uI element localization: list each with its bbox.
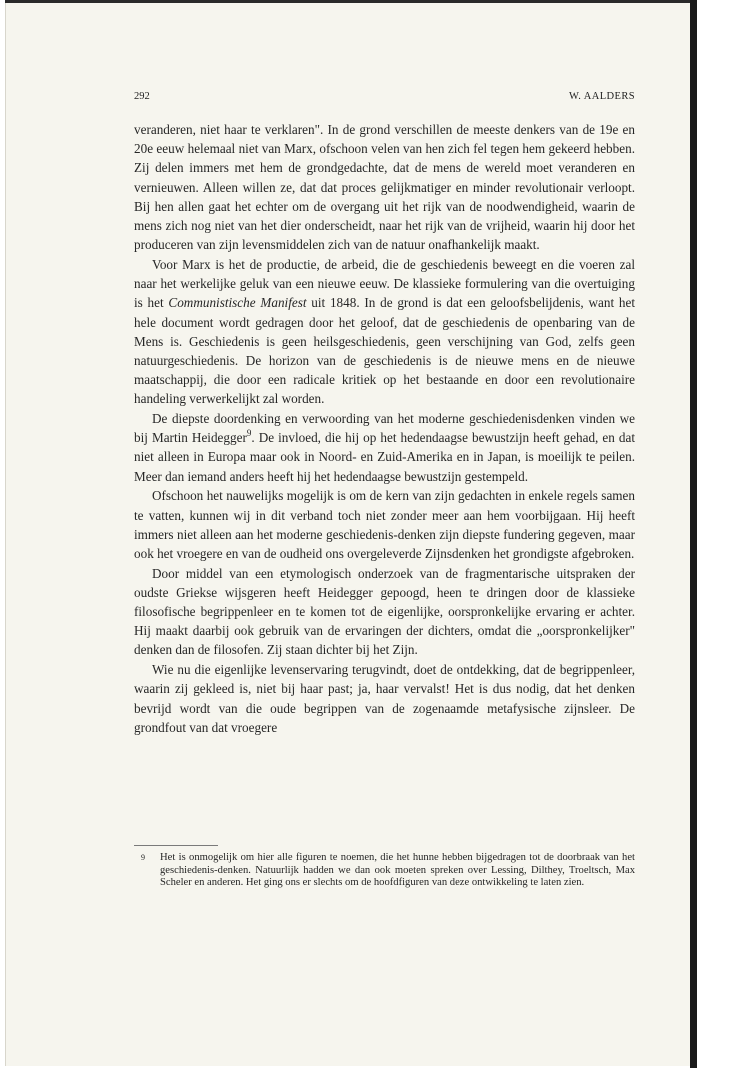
page-number: 292 xyxy=(134,91,150,102)
running-head-author: W. AALDERS xyxy=(568,91,635,102)
footnote-text: Het is onmogelijk om hier alle figuren te noemen, die het hunne hebben bijgedragen tot de doorbraak van het geschiedenis-denken. Natuurlijk hadden we dan ook moeten spreken over Lessing, Dilthey, Troeltsch, Max Scheler en anderen. Het ging ons er slechts om de hoofdfiguren van deze ontwikkeling te laten zien. xyxy=(160,852,635,889)
footnote-number: 9 xyxy=(141,853,145,862)
paragraph-4: Ofschoon het nauwelijks mogelijk is om de kern van zijn gedachten in enkele regels samen te vatten, kunnen wij in dit verband toch niet zonder meer aan hem voorbijgaan. Hij heeft immers niet alleen aan het moderne geschiedenis-denken zijn diepste fundering gegeven, maar ook het vroegere en van de oudheid ons overgeleverde Zijnsdenken het grondigste afgebroken. xyxy=(134,488,635,561)
paragraph-5: Door middel van een etymologisch onderzoek van de fragmentarische uitspraken der oudste Griekse wijsgeren heeft Heidegger gepoogd, heen te dringen door de klassieke filosofische begrippenleer en te komen tot de eigenlijke, oorspronkelijke ervaring er achter. Hij maakt daarbij ook gebruik van de ervaringen der dichters, omdat die „oorspronkelijker" denken dan de filosofen. Zij staan dichter bij het Zijn. xyxy=(134,565,635,658)
page-header xyxy=(134,91,635,107)
paragraph-3-text-b: . De invloed, die hij op het hedendaagse bewustzijn heeft gehad, en dat niet alleen in Europa maar ook in Noord- en Zuid-Amerika en in Japan, is moeilijk te peilen. Meer dan iemand anders heeft hij het hedendaagse bewustzijn gestempeld. xyxy=(134,430,636,484)
footnote-9 xyxy=(134,852,635,890)
footnote-divider xyxy=(134,845,218,846)
paragraph-6: Wie nu die eigenlijke levenservaring terugvindt, doet de ontdekking, dat de begrippenleer, waarin zij gekleed is, niet bij haar past; ja, haar vervalst! Het is dus nodig, dat het denken bevrijd wordt van die oude begrippen van de zogenaamde metafysische zijnsleer. De grondfout van dat vroegere xyxy=(134,662,635,735)
paragraph-1: veranderen, niet haar te verklaren". In de grond verschillen de meeste denkers van de 19e en 20e eeuw helemaal niet van Marx, ofschoon velen van hen zich fel tegen hem gekeerd hebben. Zij delen immers met hem de grondgedachte, dat de mens de wereld moet veranderen en vernieuwen. Alleen willen ze, dat dat proces gelijkmatiger en minder revolutionair verloopt. Bij hen allen gaat het echter om de overgang uit het rijk van de noodwendigheid, waarin de mens zich nog niet van het dier onderscheidt, naar het rijk van de vrijheid, waarin hij door het produceren van zijn levensmiddelen zich van de natuur onafhankelijk maakt. xyxy=(134,122,635,253)
paragraph-2 xyxy=(134,255,635,409)
footnote-reference-9: 9 xyxy=(246,428,252,439)
body-text xyxy=(134,120,635,737)
paragraph-3 xyxy=(134,409,635,486)
paragraph-2-text-a: Voor Marx is het de productie, de arbeid, die de geschiedenis beweegt en die voeren zal naar het werkelijke geluk van een nieuwe eeuw. De klassieke formulering van die overtuiging is het xyxy=(134,256,635,311)
scan-right-edge xyxy=(690,0,697,1068)
book-title-communist-manifesto: Communistische Manifest xyxy=(168,295,307,311)
paragraph-2-text-b: uit 1848. In de grond is dat een geloofsbelijdenis, want het hele document wordt gedragen door het geloof, dat de geschiedenis de openbaring van de Mens is. Geschiedenis is geen heilsgeschiedenis, geen verschijning van God, zelfs geen natuurgeschiedenis. De horizon van de geschiedenis is de nieuwe mens en de nieuwe maatschappij, die door een radicale kritiek op het bestaande en door een revolutionaire handeling verwerkelijkt zal worden. xyxy=(134,295,635,407)
paragraph-3-text-a: De diepste doordenking en verwoording van het moderne geschiedenisdenken vinden we bij Martin Heidegger xyxy=(134,411,635,446)
